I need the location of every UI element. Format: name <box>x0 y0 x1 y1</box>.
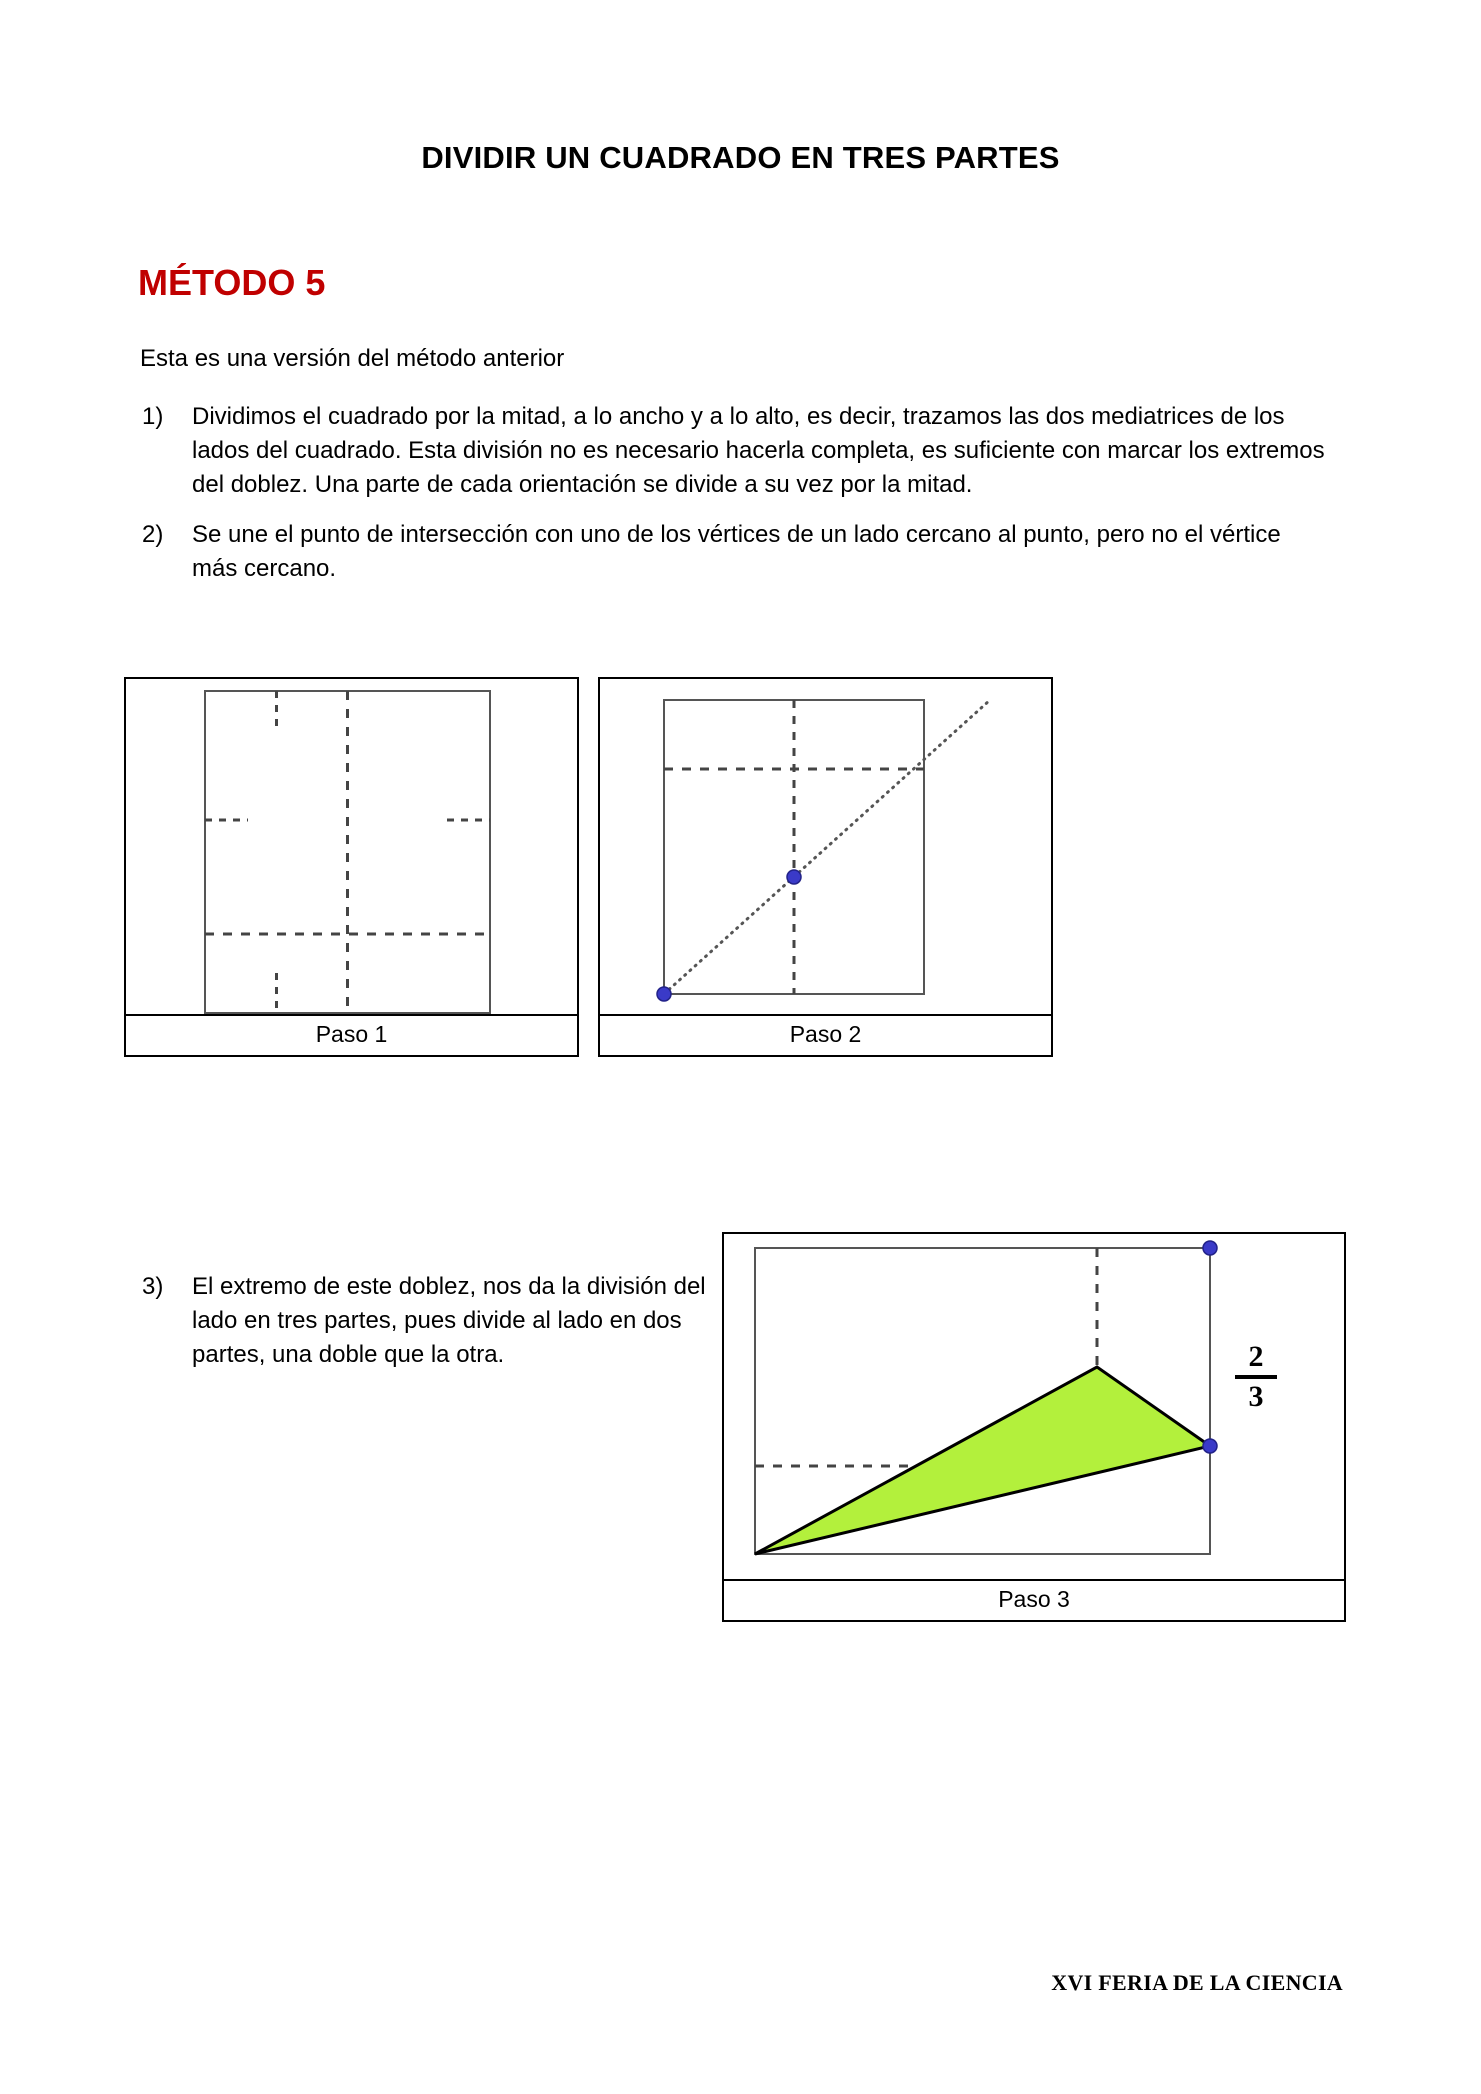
list-item <box>142 400 1327 502</box>
figure-paso2-canvas <box>600 679 1051 1014</box>
vertex-point <box>657 987 671 1001</box>
figure-paso1 <box>124 677 579 1057</box>
fraction-numerator: 2 <box>1248 1340 1264 1373</box>
intersection-point <box>787 870 801 884</box>
step-text: Se une el punto de intersección con uno de los vértices de un lado cercano al punto, pero no el vértice más cercano. <box>192 521 1281 583</box>
list-item <box>142 518 1327 586</box>
list-item <box>142 1270 742 1372</box>
paso1-drawing <box>126 679 577 1014</box>
page-title: DIVIDIR UN CUADRADO EN TRES PARTES <box>421 140 1060 175</box>
division-point <box>1203 1439 1217 1453</box>
method-heading: MÉTODO 5 <box>138 262 326 303</box>
step-text: Dividimos el cuadrado por la mitad, a lo ancho y a lo alto, es decir, trazamos las dos mediatrices de los lados del cuadrado. Esta división no es necesario hacerla completa, es suficiente con marcar los extremos del doblez. Una parte de cada orientación se divide a su vez por la mitad. <box>192 403 1325 499</box>
steps-list <box>142 400 1327 602</box>
step-number: 2) <box>142 521 164 549</box>
figure-paso3-caption: Paso 3 <box>724 1579 1344 1620</box>
step3-block <box>142 1270 742 1372</box>
intro-paragraph: Esta es una versión del método anterior <box>140 345 565 372</box>
figure-paso2-caption: Paso 2 <box>600 1014 1051 1055</box>
step-number: 1) <box>142 403 164 430</box>
figure-paso3 <box>722 1232 1346 1622</box>
fraction-denominator: 3 <box>1248 1380 1264 1413</box>
fraction-bar <box>1235 1375 1277 1379</box>
paso2-drawing <box>600 679 1051 1014</box>
figure-paso2 <box>598 677 1053 1057</box>
step-text: El extremo de este doblez, nos da la división del lado en tres partes, pues divide al lado en dos partes, una doble que la otra. <box>192 1273 706 1369</box>
figure-paso1-caption: Paso 1 <box>126 1014 577 1055</box>
figure-row <box>124 677 1053 1057</box>
figure-paso3-canvas <box>724 1234 1344 1579</box>
corner-point <box>1203 1241 1217 1255</box>
footer-text: XVI FERIA DE LA CIENCIA <box>1051 1970 1343 1995</box>
figure-paso3-position <box>722 1232 1346 1622</box>
figure-paso1-canvas <box>126 679 577 1014</box>
fraction-annotation <box>1229 1342 1283 1412</box>
step-number: 3) <box>142 1273 164 1300</box>
